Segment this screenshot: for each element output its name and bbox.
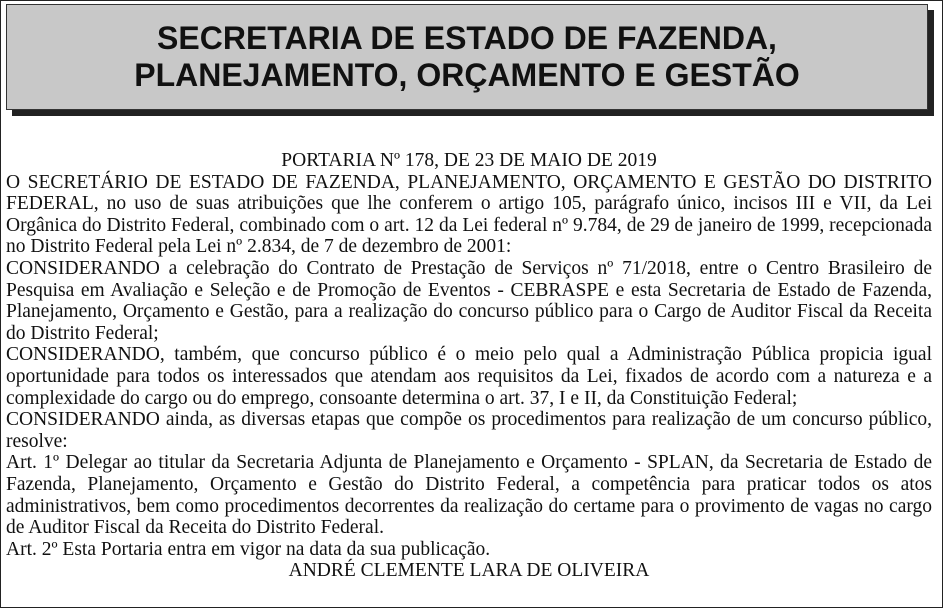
- document-title: PORTARIA Nº 178, DE 23 DE MAIO DE 2019: [281, 150, 657, 171]
- header-title-line-1: SECRETARIA DE ESTADO DE FAZENDA,: [157, 20, 777, 56]
- header-box: [6, 4, 928, 110]
- considerando-paragraph-3: CONSIDERANDO ainda, as diversas etapas que compõe os procedimentos para realização de um concurso público, resolve:: [6, 409, 932, 452]
- considerando-paragraph-2: CONSIDERANDO, também, que concurso público é o meio pelo qual a Administração Pública propicia igual oportunidade para todos os interessados que atendam aos requisitos da Lei, fixados de acordo com a natureza e a complexidade do cargo ou do emprego, consoante determina o art. 37, I e II, da Constituição Federal;: [6, 344, 932, 409]
- preamble-paragraph: O SECRETÁRIO DE ESTADO DE FAZENDA, PLANEJAMENTO, ORÇAMENTO E GESTÃO DO DISTRITO FEDERAL, no uso de suas atribuições que lhe conferem o artigo 105, parágrafo único, incisos III e VII, da Lei Orgânica do Distrito Federal, combinado com o art. 12 da Lei federal nº 9.784, de 29 de janeiro de 1999, recepcionada no Distrito Federal pela Lei nº 2.834, de 7 de dezembro de 2001:: [6, 171, 932, 258]
- header-title-line-2: PLANEJAMENTO, ORÇAMENTO E GESTÃO: [134, 57, 800, 93]
- document-body: [6, 150, 932, 582]
- article-2-paragraph: Art. 2º Esta Portaria entra em vigor na data da sua publicação.: [6, 538, 491, 560]
- article-1-paragraph: Art. 1º Delegar ao titular da Secretaria Adjunta de Planejamento e Orçamento - SPLAN, da Secretaria de Estado de Fazenda, Planejamento, Orçamento e Gestão do Distrito Federal, a competência para praticar todos os atos administrativos, bem como procedimentos decorrentes da realização do certame para o provimento de vagas no cargo de Auditor Fiscal da Receita do Distrito Federal.: [6, 452, 932, 539]
- considerando-paragraph-1: CONSIDERANDO a celebração do Contrato de Prestação de Serviços nº 71/2018, entre o Centro Brasileiro de Pesquisa em Avaliação e Seleção e de Promoção de Eventos - CEBRASPE e esta Secretaria de Estado de Fazenda, Planejamento, Orçamento e Gestão, para a realização do concurso público para o Cargo de Auditor Fiscal da Receita do Distrito Federal;: [6, 257, 932, 344]
- header-banner: [6, 4, 934, 116]
- signature: ANDRÉ CLEMENTE LARA DE OLIVEIRA: [288, 560, 650, 582]
